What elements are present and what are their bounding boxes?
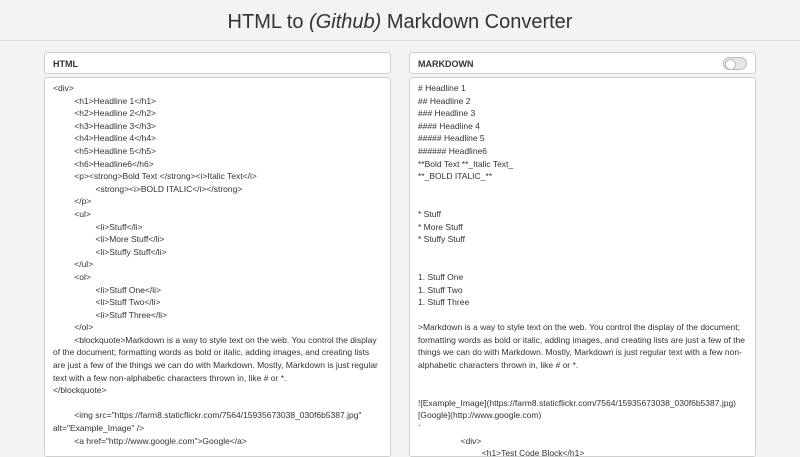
html-code-line: <li>Stuff Two</li> bbox=[53, 297, 161, 308]
markdown-code-line: >Markdown is a way to style text on the web. You control the display of the document; formatting words as bold or italic, adding images, and creating lists are just a few of the things we can do with Markdown. Mostly, Markdown is just regular text with a few non-alphabetic characters thrown in, like # or *. bbox=[418, 322, 748, 371]
html-code-line: <h1>Headline 1</h1> bbox=[53, 95, 157, 106]
html-code-line: <p><strong>Bold Text </strong><i>Italic Text</i> bbox=[53, 171, 257, 182]
page-title bbox=[0, 0, 800, 44]
html-code-line: </p> bbox=[53, 196, 92, 207]
markdown-code-line: ` bbox=[418, 423, 421, 434]
markdown-code-line: 1. Stuff Two bbox=[418, 284, 463, 295]
html-code-line: <ul> bbox=[53, 208, 91, 219]
markdown-code-line: * Stuffy Stuff bbox=[418, 234, 465, 245]
markdown-code-line: <h1>Test Code Block</h1> bbox=[418, 448, 585, 457]
html-panel-header bbox=[44, 52, 391, 74]
html-code-line: <a href="http://www.google.com">Google</a> bbox=[53, 435, 247, 446]
html-code-line: <h3>Headline 3</h3> bbox=[53, 120, 157, 131]
markdown-panel-header bbox=[409, 52, 756, 74]
html-code-line: <div> bbox=[53, 83, 74, 93]
markdown-code-line: 1. Stuff Three bbox=[418, 297, 470, 308]
markdown-code-line: **_BOLD ITALIC_** bbox=[418, 171, 493, 182]
title-emphasis: (Github) bbox=[309, 11, 382, 33]
html-code-line: <li>More Stuff</li> bbox=[53, 234, 165, 245]
markdown-code-line: <div> bbox=[418, 435, 482, 446]
title-prefix: HTML to bbox=[227, 11, 310, 33]
html-code-line bbox=[53, 397, 382, 410]
markdown-code-line: ### Headline 3 bbox=[418, 108, 476, 119]
markdown-code-line: #### Headline 4 bbox=[418, 120, 480, 131]
markdown-code-line: **Bold Text **_Italic Text_ bbox=[418, 158, 514, 169]
title-suffix: Markdown Converter bbox=[381, 11, 573, 33]
markdown-code-line bbox=[418, 195, 747, 208]
markdown-code-line: 1. Stuff One bbox=[418, 271, 464, 282]
html-code-line: <h4>Headline 4</h4> bbox=[53, 133, 157, 144]
html-code-line: <img src="https://farm8.staticflickr.com/7564/15935673038_030f6b5387.jpg" alt="Example_Image" /> bbox=[53, 410, 364, 434]
html-code-line: <strong><i>BOLD ITALIC</i></strong> bbox=[53, 183, 243, 194]
html-code-line: <li>Stuff</li> bbox=[53, 221, 143, 232]
markdown-code-line: * Stuff bbox=[418, 208, 441, 219]
html-code-line: <li>Stuffy Stuff</li> bbox=[53, 246, 167, 257]
html-code-line: </blockquote> bbox=[53, 385, 107, 396]
html-code-line: <h5>Headline 5</h5> bbox=[53, 145, 157, 156]
markdown-code-line: ##### Headline 5 bbox=[418, 133, 485, 144]
toggle-knob bbox=[725, 59, 736, 70]
html-input-textarea[interactable] bbox=[44, 77, 391, 457]
markdown-output-textarea[interactable] bbox=[409, 77, 756, 457]
markdown-code-line: # Headline 1 bbox=[418, 83, 466, 93]
markdown-code-line bbox=[418, 384, 747, 397]
markdown-code-line bbox=[418, 372, 747, 385]
markdown-code-line: ## Headline 2 bbox=[418, 95, 471, 106]
markdown-panel-label: MARKDOWN bbox=[418, 59, 474, 69]
html-code-line: <h6>Headline6</h6> bbox=[53, 158, 154, 169]
html-code-line: <li>Stuff Three</li> bbox=[53, 309, 168, 320]
html-code-line: </ul> bbox=[53, 259, 94, 270]
markdown-toggle-switch[interactable] bbox=[723, 57, 747, 70]
markdown-code-line bbox=[418, 309, 747, 322]
html-code-line: <blockquote>Markdown is a way to style text on the web. You control the display of the document; formatting words as bold or italic, adding images, and creating lists are just a few of the things we can do with Markdown. Mostly, Markdown is just regular text with a few non-alphabetic characters thrown in, like # or *. bbox=[53, 334, 381, 383]
html-panel-label: HTML bbox=[53, 59, 78, 69]
html-code-line: <ol> bbox=[53, 271, 91, 282]
markdown-code-line: ![Example_Image](https://farm8.staticflickr.com/7564/15935673038_030f6b5387.jpg)[Google](http://www.google.com) bbox=[418, 397, 736, 421]
page-header bbox=[0, 0, 800, 41]
markdown-code-line: ###### Headline6 bbox=[418, 145, 488, 156]
markdown-code-line bbox=[418, 183, 747, 196]
html-code-line: <h2>Headline 2</h2> bbox=[53, 108, 157, 119]
html-code-line: <li>Stuff One</li> bbox=[53, 284, 162, 295]
markdown-code-line bbox=[418, 246, 747, 259]
markdown-code-line: * More Stuff bbox=[418, 221, 463, 232]
markdown-code-line bbox=[418, 258, 747, 271]
html-code-line: </ol> bbox=[53, 322, 94, 333]
